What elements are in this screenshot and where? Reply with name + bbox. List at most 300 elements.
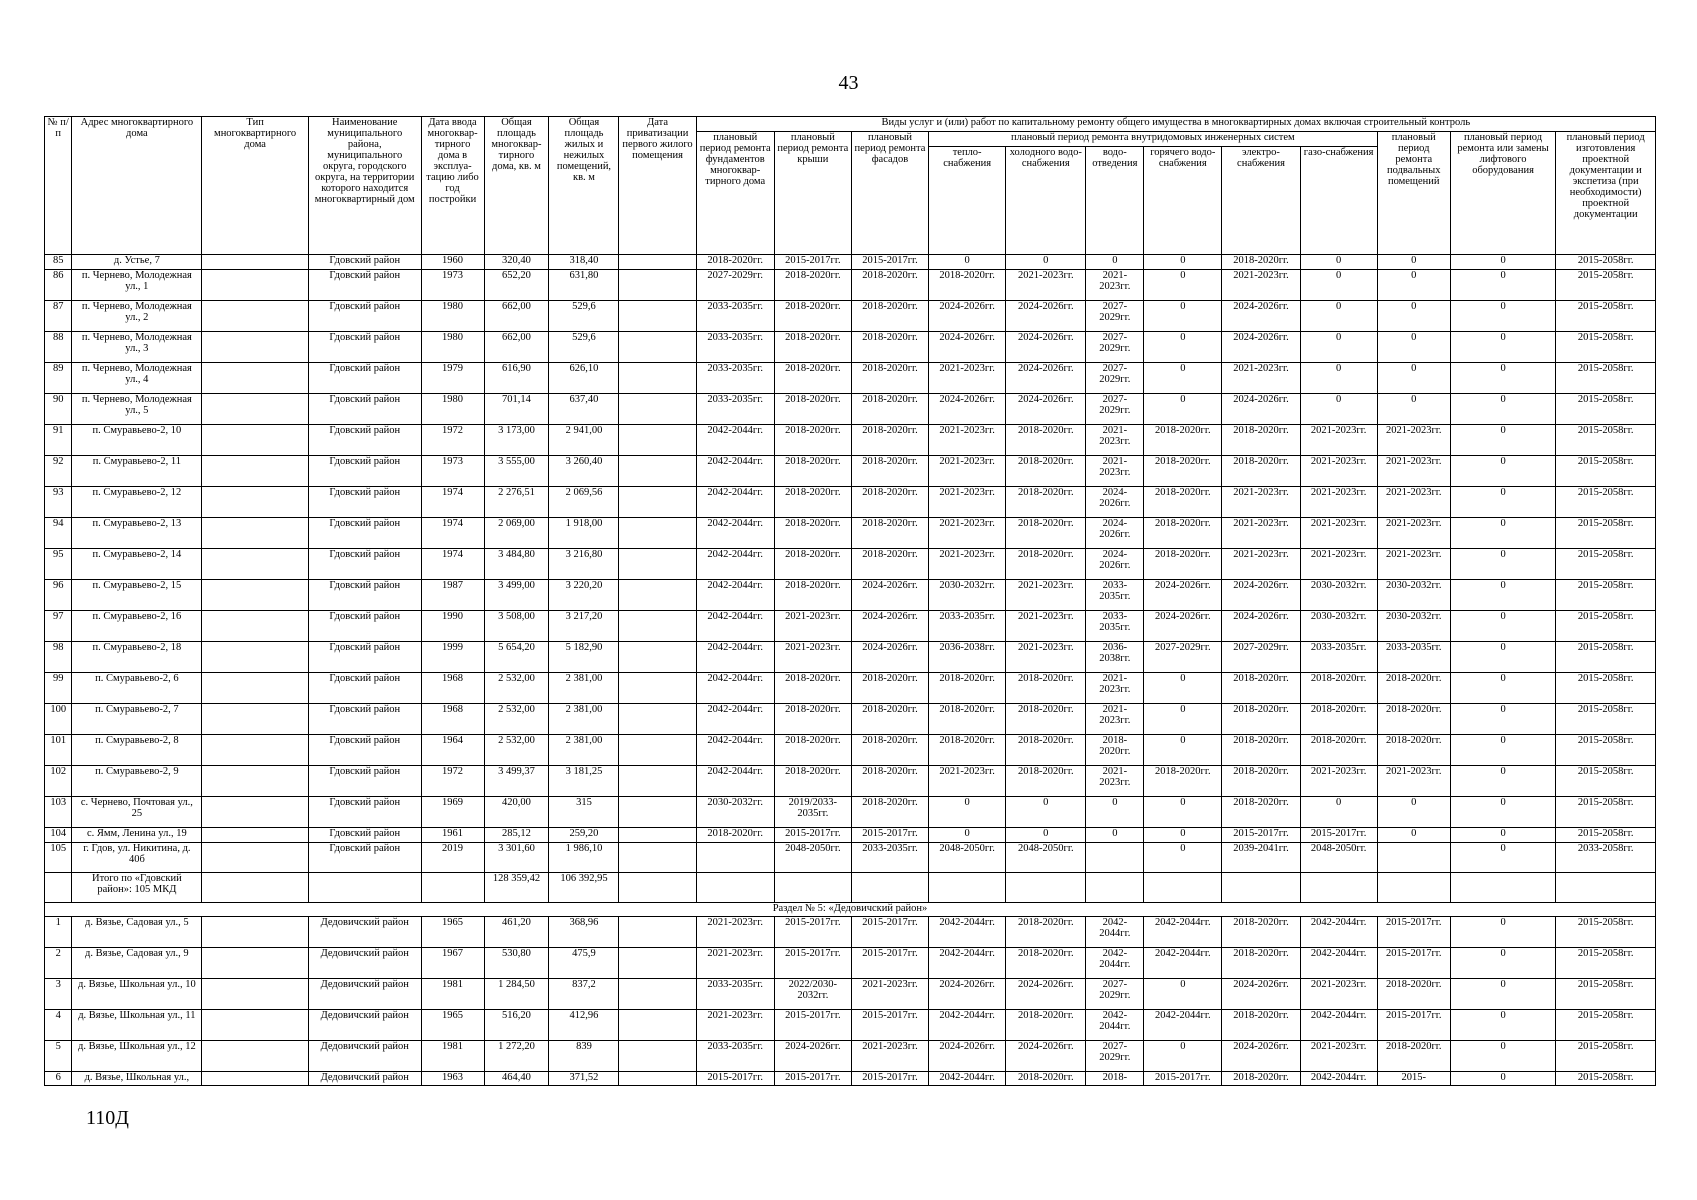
table-cell: 2018-2020гг. [1377, 735, 1450, 766]
table-cell: 1968 [421, 673, 484, 704]
table-cell: 2015-2058гг. [1556, 704, 1656, 735]
table-cell: 2027-2029гг. [1086, 301, 1144, 332]
table-cell: 2021-2023гг. [1300, 979, 1377, 1010]
table-cell [202, 611, 309, 642]
col-heat-header: тепло-снабжения [929, 147, 1006, 255]
col-type-header: Тип многоквартирного дома [202, 117, 309, 255]
table-cell: 5 [45, 1041, 72, 1072]
table-cell: 2018-2020гг. [851, 735, 928, 766]
table-row [45, 735, 1656, 766]
table-cell: 516,20 [484, 1010, 549, 1041]
table-cell: 98 [45, 642, 72, 673]
table-cell: 2024-2026гг. [929, 1041, 1006, 1072]
table-cell: 0 [1450, 704, 1556, 735]
table-cell: 285,12 [484, 828, 549, 843]
table-cell: 0 [1450, 611, 1556, 642]
table-cell: п. Смуравьево-2, 12 [72, 487, 202, 518]
table-cell: 2 532,00 [484, 704, 549, 735]
table-cell: 2018-2020гг. [1006, 456, 1086, 487]
table-cell: 2024-2026гг. [851, 580, 928, 611]
table-cell [202, 1010, 309, 1041]
table-cell: 2024-2026гг. [1222, 611, 1300, 642]
table-cell: 103 [45, 797, 72, 828]
table-cell: Дедовичский район [308, 1072, 421, 1086]
table-cell: 2033-2035гг. [929, 611, 1006, 642]
table-cell: 1 272,20 [484, 1041, 549, 1072]
table-cell: 2018-2020гг. [1222, 1010, 1300, 1041]
table-cell: 0 [1450, 332, 1556, 363]
table-cell [619, 394, 696, 425]
table-cell: 2021-2023гг. [929, 425, 1006, 456]
table-cell: 2021-2023гг. [929, 549, 1006, 580]
table-cell: 637,40 [549, 394, 619, 425]
table-cell: Гдовский район [308, 642, 421, 673]
table-cell: 2018-2020гг. [1144, 456, 1222, 487]
table-cell: 1 918,00 [549, 518, 619, 549]
table-cell: 2018-2020гг. [1300, 673, 1377, 704]
table-cell: 2 381,00 [549, 673, 619, 704]
table-cell: 2024-2026гг. [774, 1041, 851, 1072]
table-cell: Дедовичский район [308, 948, 421, 979]
table-cell: 2021-2023гг. [851, 979, 928, 1010]
table-cell: 662,00 [484, 332, 549, 363]
col-lift-header: плановый период ремонта или замены лифтового оборудования [1450, 132, 1556, 255]
table-cell: 2018-2020гг. [1222, 766, 1300, 797]
table-cell: 0 [1450, 1041, 1556, 1072]
table-cell: 1974 [421, 549, 484, 580]
table-cell: 2042-2044гг. [1300, 1072, 1377, 1086]
table-cell: 1961 [421, 828, 484, 843]
table-cell [202, 704, 309, 735]
table-cell: 2021-2023гг. [851, 1041, 928, 1072]
table-cell: 2018-2020гг. [774, 425, 851, 456]
table-row [45, 549, 1656, 580]
table-cell: 2033-2058гг. [1556, 843, 1656, 873]
table-cell: 0 [1086, 828, 1144, 843]
table-cell: 0 [1144, 255, 1222, 270]
table-cell: 1964 [421, 735, 484, 766]
table-cell: 2024-2026гг. [929, 301, 1006, 332]
table-cell: 0 [1144, 270, 1222, 301]
table-cell [619, 673, 696, 704]
table-cell: 1 986,10 [549, 843, 619, 873]
table-cell: 2021-2023гг. [929, 766, 1006, 797]
table-cell: д. Устье, 7 [72, 255, 202, 270]
table-row [45, 948, 1656, 979]
table-cell [202, 797, 309, 828]
table-cell: 2042-2044гг. [696, 735, 774, 766]
table-cell: 3 484,80 [484, 549, 549, 580]
table-cell: 2042-2044гг. [1144, 1010, 1222, 1041]
table-cell: 2018-2020гг. [696, 255, 774, 270]
table-cell: 2021-2023гг. [1222, 518, 1300, 549]
table-cell: Дедовичский район [308, 1010, 421, 1041]
table-cell: 2024-2026гг. [1006, 979, 1086, 1010]
table-cell [619, 979, 696, 1010]
table-cell: 2018-2020гг. [929, 735, 1006, 766]
table-cell: 2024-2026гг. [851, 611, 928, 642]
table-cell: д. Вязье, Садовая ул., 9 [72, 948, 202, 979]
table-cell: 2021-2023гг. [929, 456, 1006, 487]
table-cell: п. Чернево, Молодежная ул., 1 [72, 270, 202, 301]
table-cell: 0 [1144, 797, 1222, 828]
table-cell: 2033-2035гг. [1300, 642, 1377, 673]
table-cell: 0 [1450, 797, 1556, 828]
table-cell: 2021-2023гг. [1086, 270, 1144, 301]
table-cell: 2033-2035гг. [1086, 580, 1144, 611]
table-cell: 2 [45, 948, 72, 979]
table-cell: 315 [549, 797, 619, 828]
table-cell [619, 766, 696, 797]
table-cell: п. Смуравьево-2, 15 [72, 580, 202, 611]
table-row [45, 255, 1656, 270]
table-cell: 2048-2050гг. [774, 843, 851, 873]
table-cell: 626,10 [549, 363, 619, 394]
table-cell: 1973 [421, 456, 484, 487]
table-cell: 368,96 [549, 917, 619, 948]
table-cell: Гдовский район [308, 797, 421, 828]
table-cell: 2015-2017гг. [774, 1010, 851, 1041]
table-cell: 0 [1144, 979, 1222, 1010]
table-cell: 0 [1450, 456, 1556, 487]
table-cell: 91 [45, 425, 72, 456]
table-cell: 2021-2023гг. [1006, 642, 1086, 673]
table-cell: 2019/2033-2035гг. [774, 797, 851, 828]
table-cell: 2033-2035гг. [696, 363, 774, 394]
table-cell: 2021-2023гг. [1086, 704, 1144, 735]
table-cell [202, 673, 309, 704]
table-cell: 2018-2020гг. [774, 394, 851, 425]
table-cell: Гдовский район [308, 363, 421, 394]
table-cell: 2019 [421, 843, 484, 873]
table-cell: 2018-2020гг. [1144, 425, 1222, 456]
table-cell: 2021-2023гг. [1377, 456, 1450, 487]
table-cell: 2042-2044гг. [1086, 1010, 1144, 1041]
table-cell [202, 735, 309, 766]
col-priv-date-header: Дата приватизации первого жилого помещения [619, 117, 696, 255]
table-cell: 0 [1450, 394, 1556, 425]
table-cell: 90 [45, 394, 72, 425]
table-cell [619, 487, 696, 518]
table-cell: 0 [1377, 332, 1450, 363]
table-cell: 2042-2044гг. [696, 611, 774, 642]
table-cell: п. Чернево, Молодежная ул., 5 [72, 394, 202, 425]
table-cell: 2 381,00 [549, 704, 619, 735]
table-cell: 2018-2020гг. [1006, 487, 1086, 518]
table-cell: 1981 [421, 1041, 484, 1072]
table-cell [619, 704, 696, 735]
table-cell: 2015-2058гг. [1556, 270, 1656, 301]
table-cell: 2024-2026гг. [1222, 979, 1300, 1010]
table-cell: 2015-2017гг. [696, 1072, 774, 1086]
table-cell: 0 [1450, 363, 1556, 394]
table-cell: 2042-2044гг. [696, 425, 774, 456]
table-cell: 2042-2044гг. [696, 487, 774, 518]
table-cell: 2018-2020гг. [1006, 704, 1086, 735]
table-row [45, 487, 1656, 518]
table-row [45, 673, 1656, 704]
table-cell: 2024-2026гг. [1006, 1041, 1086, 1072]
table-cell: 2033-2035гг. [696, 332, 774, 363]
table-cell: 2015-2017гг. [774, 255, 851, 270]
table-cell: 2021-2023гг. [696, 1010, 774, 1041]
table-cell [202, 394, 309, 425]
table-cell: 2018-2020гг. [1144, 518, 1222, 549]
table-cell: 1980 [421, 394, 484, 425]
table-cell: 2022/2030-2032гг. [774, 979, 851, 1010]
table-cell [619, 917, 696, 948]
table-cell [1086, 843, 1144, 873]
col-year-header: Дата ввода многоквар-тирного дома в эксплуа-тацию либо год постройки [421, 117, 484, 255]
table-cell: 2 381,00 [549, 735, 619, 766]
table-cell: 6 [45, 1072, 72, 1086]
table-cell: 2042-2044гг. [696, 642, 774, 673]
table-cell: с. Ямм, Ленина ул., 19 [72, 828, 202, 843]
table-cell: 2024-2026гг. [1006, 363, 1086, 394]
table-cell [202, 549, 309, 580]
table-cell: 2021-2023гг. [1006, 611, 1086, 642]
col-design-header: плановый период изготовления проектной документации и экспетиза (при необходимости) проектной документации [1556, 132, 1656, 255]
table-cell: 3 508,00 [484, 611, 549, 642]
table-cell: 2021-2023гг. [1300, 425, 1377, 456]
table-cell: 2018-2020гг. [1006, 917, 1086, 948]
col-roof-header: плановый период ремонта крыши [774, 132, 851, 255]
table-cell [619, 363, 696, 394]
table-cell: 1967 [421, 948, 484, 979]
table-cell: 0 [1300, 797, 1377, 828]
table-cell: 2042-2044гг. [696, 673, 774, 704]
table-cell: 1974 [421, 487, 484, 518]
table-row [45, 518, 1656, 549]
table-cell: 0 [1377, 394, 1450, 425]
table-cell: 0 [1450, 673, 1556, 704]
table-cell: 2018-2020гг. [851, 425, 928, 456]
table-cell: 2018-2020гг. [851, 270, 928, 301]
table-cell: Гдовский район [308, 828, 421, 843]
table-cell: Гдовский район [308, 425, 421, 456]
table-cell: 2015-2058гг. [1556, 673, 1656, 704]
table-cell: 0 [1300, 394, 1377, 425]
table-cell: 94 [45, 518, 72, 549]
table-cell: г. Гдов, ул. Никитина, д. 40б [72, 843, 202, 873]
table-row [45, 917, 1656, 948]
table-cell: 2018-2020гг. [1144, 487, 1222, 518]
table-cell: 2018-2020гг. [1222, 456, 1300, 487]
table-cell: Гдовский район [308, 735, 421, 766]
table-cell: 2018-2020гг. [774, 766, 851, 797]
table-cell [202, 642, 309, 673]
table-cell: п. Смуравьево-2, 8 [72, 735, 202, 766]
table-cell: 2015-2058гг. [1556, 332, 1656, 363]
table-cell: Гдовский район [308, 611, 421, 642]
table-cell: 0 [1300, 363, 1377, 394]
table-row [45, 332, 1656, 363]
table-cell [202, 828, 309, 843]
table-cell: 2015-2058гг. [1556, 735, 1656, 766]
table-cell [202, 425, 309, 456]
table-cell [202, 948, 309, 979]
table-cell: 2033-2035гг. [1377, 642, 1450, 673]
table-cell [202, 487, 309, 518]
table-cell: 2021-2023гг. [774, 611, 851, 642]
table-cell: 0 [1450, 425, 1556, 456]
table-cell: п. Смуравьево-2, 6 [72, 673, 202, 704]
table-cell: 2018-2020гг. [774, 487, 851, 518]
table-cell: 0 [1377, 301, 1450, 332]
table-cell: 2018-2020гг. [1222, 797, 1300, 828]
table-cell: п. Смуравьево-2, 9 [72, 766, 202, 797]
gdov-rows [45, 255, 1656, 873]
table-cell: с. Чернево, Почтовая ул., 25 [72, 797, 202, 828]
table-cell: 2018-2020гг. [774, 363, 851, 394]
table-cell: 2024-2026гг. [929, 394, 1006, 425]
table-cell [619, 797, 696, 828]
table-cell: 2015-2017гг. [851, 1072, 928, 1086]
table-cell: 0 [1450, 549, 1556, 580]
table-cell: 2015-2017гг. [774, 948, 851, 979]
table-cell: 0 [1377, 363, 1450, 394]
table-cell: 88 [45, 332, 72, 363]
table-cell: 2042-2044гг. [1144, 917, 1222, 948]
table-row [45, 270, 1656, 301]
col-facade-header: плановый период ремонта фасадов [851, 132, 928, 255]
table-cell: 2015-2058гг. [1556, 425, 1656, 456]
col-hot-header: горячего водо-снабжения [1144, 147, 1222, 255]
table-cell: 0 [929, 255, 1006, 270]
table-cell: 2 069,56 [549, 487, 619, 518]
table-row [45, 1041, 1656, 1072]
table-cell: 2015-2017гг. [1377, 917, 1450, 948]
table-cell: 2018-2020гг. [1006, 518, 1086, 549]
table-cell: 616,90 [484, 363, 549, 394]
table-cell: 0 [1377, 797, 1450, 828]
table-cell: 0 [1450, 580, 1556, 611]
table-cell: 420,00 [484, 797, 549, 828]
table-cell: 2036-2038гг. [929, 642, 1006, 673]
table-cell: 2048-2050гг. [1300, 843, 1377, 873]
col-num-header: № п/п [45, 117, 72, 255]
table-cell: 2024-2026гг. [1086, 487, 1144, 518]
col-gas-header: газо-снабжения [1300, 147, 1377, 255]
table-cell: 3 173,00 [484, 425, 549, 456]
table-cell: 1990 [421, 611, 484, 642]
table-cell: 0 [1450, 255, 1556, 270]
table-cell: 2042-2044гг. [1086, 948, 1144, 979]
table-cell: 259,20 [549, 828, 619, 843]
table-cell: 2015-2058гг. [1556, 487, 1656, 518]
table-cell: 2015-2058гг. [1556, 363, 1656, 394]
table-cell: 530,80 [484, 948, 549, 979]
table-cell: 2042-2044гг. [696, 766, 774, 797]
table-cell: 0 [1144, 301, 1222, 332]
table-cell: 464,40 [484, 1072, 549, 1086]
table-cell: 2015-2017гг. [1377, 948, 1450, 979]
table-cell: Гдовский район [308, 518, 421, 549]
table-cell: 2021-2023гг. [1300, 456, 1377, 487]
table-cell: 2015-2017гг. [851, 828, 928, 843]
table-cell: 2021-2023гг. [1222, 363, 1300, 394]
table-cell: п. Смуравьево-2, 18 [72, 642, 202, 673]
table-cell [696, 843, 774, 873]
table-cell: 101 [45, 735, 72, 766]
table-cell: 2027-2029гг. [1086, 332, 1144, 363]
table-cell: 652,20 [484, 270, 549, 301]
table-cell [619, 642, 696, 673]
table-cell: 105 [45, 843, 72, 873]
table-cell: 0 [1144, 394, 1222, 425]
table-cell: 2021-2023гг. [1006, 270, 1086, 301]
table-cell: 92 [45, 456, 72, 487]
table-cell: 1960 [421, 255, 484, 270]
table-row [45, 843, 1656, 873]
table-cell: 93 [45, 487, 72, 518]
table-cell [202, 1072, 309, 1086]
table-cell: 2015-2017гг. [774, 828, 851, 843]
table-cell: 104 [45, 828, 72, 843]
table-cell: 2015-2058гг. [1556, 580, 1656, 611]
table-cell: 2018-2020гг. [1377, 1041, 1450, 1072]
table-cell: п. Чернево, Молодежная ул., 2 [72, 301, 202, 332]
table-cell: 2021-2023гг. [1377, 549, 1450, 580]
table-cell: 1968 [421, 704, 484, 735]
table-cell: 2018-2020гг. [851, 487, 928, 518]
table-cell [619, 425, 696, 456]
table-cell: 2018-2020гг. [774, 704, 851, 735]
table-cell [619, 518, 696, 549]
table-cell: 3 555,00 [484, 456, 549, 487]
table-cell: Гдовский район [308, 673, 421, 704]
table-cell: 2033-2035гг. [696, 394, 774, 425]
table-cell: 2015-2058гг. [1556, 797, 1656, 828]
col-address-header: Адрес многоквартирного дома [72, 117, 202, 255]
table-cell: 2021-2023гг. [1086, 766, 1144, 797]
table-cell: д. Вязье, Школьная ул., 10 [72, 979, 202, 1010]
table-cell [619, 301, 696, 332]
table-cell [202, 255, 309, 270]
table-row [45, 766, 1656, 797]
table-cell: 2024-2026гг. [929, 979, 1006, 1010]
table-cell: 1979 [421, 363, 484, 394]
table-cell: 2018-2020гг. [851, 363, 928, 394]
table-cell: 412,96 [549, 1010, 619, 1041]
table-cell: 2024-2026гг. [1006, 301, 1086, 332]
table-cell: 2033-2035гг. [696, 1041, 774, 1072]
table-cell: 2018-2020гг. [1006, 1072, 1086, 1086]
table-cell: 701,14 [484, 394, 549, 425]
table-cell: 0 [1086, 797, 1144, 828]
table-cell: 2015-2058гг. [1556, 255, 1656, 270]
table-cell [202, 363, 309, 394]
table-cell: Гдовский район [308, 549, 421, 580]
table-cell: 2018-2020гг. [774, 301, 851, 332]
table-cell: 1963 [421, 1072, 484, 1086]
table-cell: Гдовский район [308, 332, 421, 363]
table-cell: 461,20 [484, 917, 549, 948]
table-row [45, 642, 1656, 673]
table-cell [619, 580, 696, 611]
table-cell: 1965 [421, 1010, 484, 1041]
table-cell: 2018-2020гг. [851, 797, 928, 828]
table-cell: 2021-2023гг. [1377, 766, 1450, 797]
table-cell: 1987 [421, 580, 484, 611]
table-cell: 2024-2026гг. [1222, 332, 1300, 363]
table-cell: 0 [1144, 735, 1222, 766]
table-cell: 2018-2020гг. [851, 332, 928, 363]
table-cell: 2039-2041гг. [1222, 843, 1300, 873]
table-cell: 0 [1300, 255, 1377, 270]
table-cell: 2015-2017гг. [1377, 1010, 1450, 1041]
table-cell: 2021-2023гг. [1300, 518, 1377, 549]
